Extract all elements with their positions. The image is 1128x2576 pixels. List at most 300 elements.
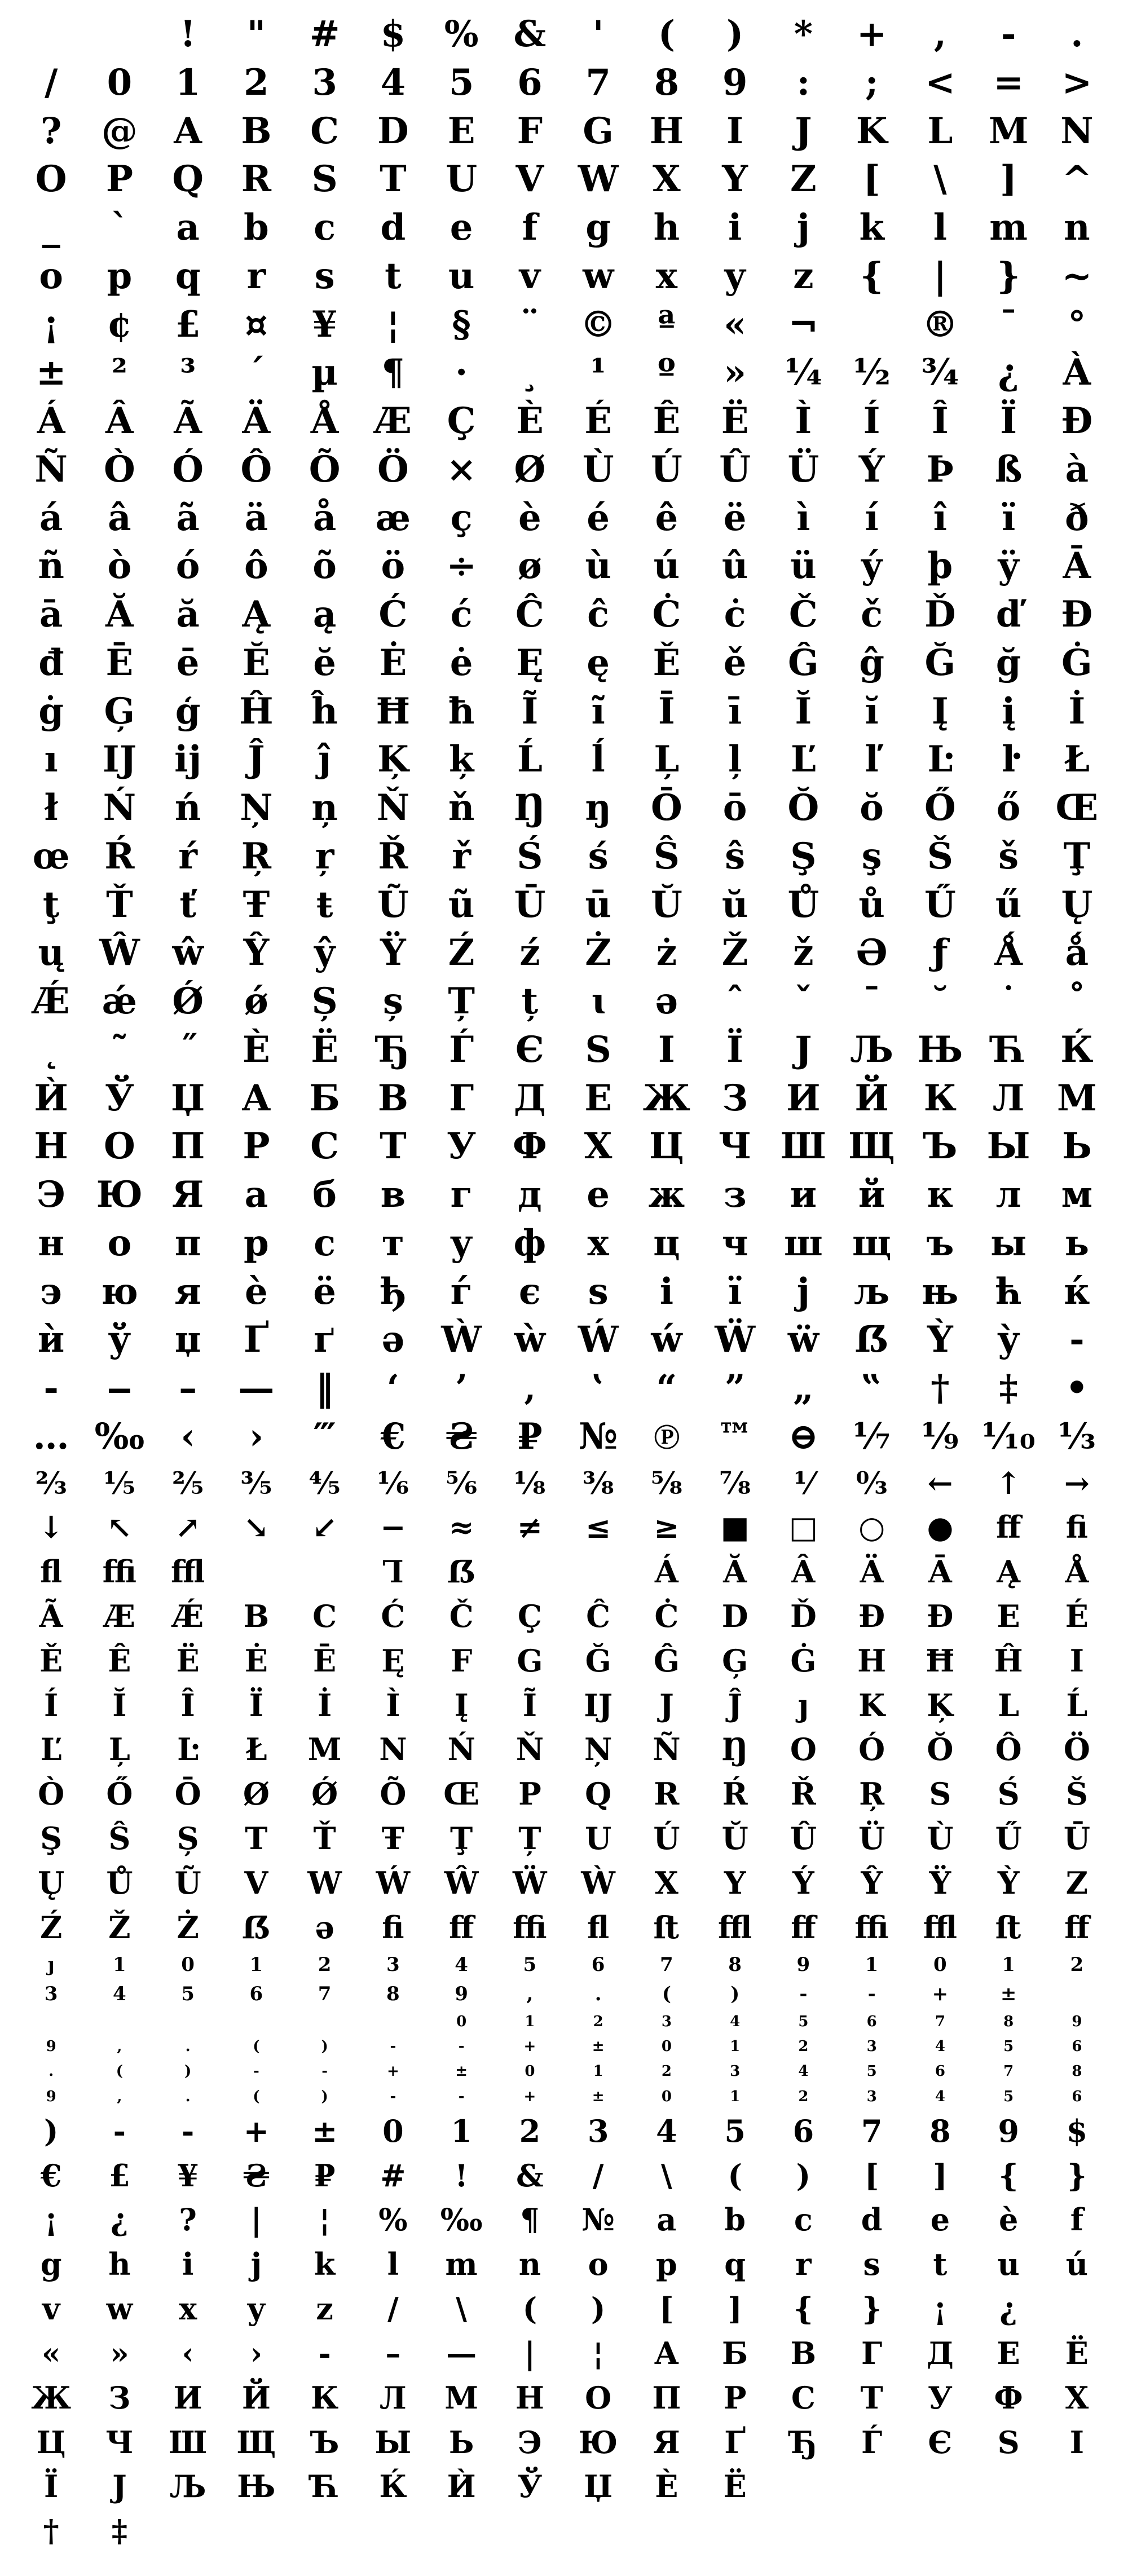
glyph-cell: 8: [728, 1953, 742, 1976]
glyph-cell: [: [864, 2157, 879, 2194]
glyph-cell: ь: [1064, 1221, 1090, 1264]
glyph-cell: Ó: [858, 1731, 885, 1768]
glyph-cell: ò: [107, 545, 132, 588]
glyph-row: [17, 1364, 1111, 1413]
glyph-cell: á: [39, 496, 63, 539]
glyph-cell: K: [858, 1687, 885, 1723]
glyph-cell: 5: [523, 1953, 537, 1976]
glyph-cell: i: [728, 206, 742, 249]
glyph-cell: Y: [724, 1864, 746, 1901]
glyph-cell: Ī: [658, 690, 675, 733]
glyph-row: [17, 1171, 1111, 1219]
glyph-cell: І: [658, 1028, 675, 1071]
glyph-cell: Q: [585, 1776, 612, 1812]
glyph-cell: C: [312, 1598, 337, 1634]
glyph-cell: 5: [866, 2063, 877, 2080]
glyph-cell: ): [321, 2038, 328, 2055]
glyph-cell: −: [380, 1509, 406, 1546]
glyph-row: [17, 1816, 1111, 1861]
glyph-cell: ﬁ: [1065, 1509, 1088, 1546]
glyph-cell: Č: [449, 1598, 474, 1634]
glyph-cell: ¦: [319, 2202, 331, 2238]
glyph-cell: Đ: [1061, 593, 1093, 636]
glyph-cell: .: [49, 2063, 54, 2080]
glyph-cell: n: [1064, 206, 1090, 249]
glyph-cell: â: [108, 496, 131, 539]
glyph-cell: С: [310, 1125, 340, 1168]
glyph-cell: V: [244, 1864, 268, 1901]
glyph-cell: Ѓ: [449, 1028, 474, 1071]
glyph-cell: 5: [1003, 2038, 1014, 2055]
glyph-cell: Ċ: [654, 1598, 679, 1634]
glyph-cell: ľ: [865, 738, 879, 781]
glyph-cell: ª: [658, 303, 676, 346]
glyph-cell: <: [925, 61, 955, 104]
glyph-cell: ¿: [998, 351, 1019, 394]
glyph-cell: 9: [1072, 2013, 1082, 2030]
glyph-cell: є: [518, 1270, 541, 1313]
glyph-cell: Џ: [584, 2468, 613, 2505]
glyph-cell: Ń: [103, 787, 136, 829]
glyph-cell: ċ: [724, 593, 746, 636]
glyph-cell: ñ: [38, 545, 64, 588]
glyph-cell: ę: [587, 641, 610, 684]
glyph-cell: 0: [456, 2013, 467, 2030]
glyph-cell: %: [378, 2202, 408, 2238]
glyph-cell: É: [584, 400, 613, 442]
glyph-cell: Ŗ: [241, 835, 271, 877]
glyph-cell: Њ: [917, 1028, 963, 1071]
glyph-cell: E: [997, 1598, 1020, 1634]
glyph-cell: Ş: [790, 835, 817, 877]
glyph-cell: ¦: [386, 303, 400, 346]
glyph-cell: ↖: [107, 1509, 133, 1546]
glyph-cell: 6: [249, 1983, 263, 2006]
glyph-cell: ,: [933, 13, 947, 55]
glyph-cell: ħ: [448, 690, 475, 733]
glyph-cell: ˚: [1068, 980, 1086, 1022]
glyph-cell: a: [656, 2202, 677, 2238]
glyph-cell: I: [726, 109, 744, 152]
glyph-cell: Ѐ: [655, 2468, 678, 2505]
glyph-cell: Ĥ: [994, 1642, 1023, 1679]
glyph-cell: ‐: [181, 2112, 195, 2149]
glyph-cell: f: [1070, 2202, 1083, 2238]
glyph-cell: ⅑: [921, 1415, 959, 1458]
glyph-cell: “: [656, 1367, 677, 1409]
glyph-cell: @: [101, 109, 138, 152]
glyph-cell: 9: [722, 61, 748, 104]
glyph-cell: n: [518, 2246, 541, 2283]
glyph-cell: W: [307, 1864, 342, 1901]
glyph-cell: 9: [455, 1983, 468, 2006]
glyph-row: [17, 2154, 1111, 2198]
glyph-cell: 2: [798, 2088, 809, 2105]
glyph-cell: 5: [724, 2112, 746, 2149]
glyph-cell: u: [997, 2246, 1020, 2283]
glyph-cell: э: [40, 1270, 63, 1313]
glyph-cell: †: [43, 2513, 59, 2549]
glyph-cell: j: [796, 206, 810, 249]
glyph-cell: Ë: [176, 1642, 200, 1679]
glyph-cell: ○: [858, 1509, 885, 1546]
glyph-cell: 0: [661, 2088, 672, 2105]
glyph-cell: Д: [926, 2335, 954, 2371]
glyph-cell: Ħ: [376, 690, 411, 733]
glyph-cell: џ: [174, 1318, 201, 1361]
glyph-cell: Ã: [174, 400, 202, 442]
glyph-cell: r: [246, 254, 266, 297]
glyph-cell: &: [515, 2157, 544, 2194]
glyph-cell: ķ: [448, 738, 474, 781]
glyph-cell: ż: [656, 932, 677, 974]
glyph-cell: ~: [1061, 254, 1092, 297]
glyph-cell: 1: [113, 1953, 126, 1976]
glyph-cell: 7: [861, 2112, 883, 2149]
glyph-cell: 5: [181, 1983, 195, 2006]
glyph-cell: ť: [179, 883, 196, 926]
glyph-cell: Þ: [926, 448, 954, 491]
glyph-cell: Х: [584, 1125, 613, 1168]
glyph-cell: Ỳ: [927, 1318, 953, 1361]
glyph-cell: ю: [101, 1270, 138, 1313]
glyph-cell: 4: [656, 2112, 677, 2149]
glyph-cell: Ś: [517, 835, 543, 877]
glyph-cell: ũ: [448, 883, 475, 926]
glyph-row: [17, 349, 1111, 397]
glyph-cell: ⅟: [794, 1465, 813, 1501]
glyph-cell: Џ: [170, 1077, 205, 1119]
glyph-row: [17, 1639, 1111, 1683]
glyph-cell: ‡: [999, 1367, 1018, 1409]
glyph-cell: Ľ: [790, 738, 816, 781]
glyph-cell: Į: [931, 690, 949, 733]
glyph-cell: Û: [719, 448, 751, 491]
glyph-cell: ]: [933, 2157, 948, 2194]
glyph-cell: {: [998, 2157, 1019, 2194]
glyph-cell: Ú: [653, 1820, 680, 1857]
glyph-cell: F: [517, 109, 543, 152]
glyph-row: [17, 2084, 1111, 2109]
glyph-cell: ó: [175, 545, 200, 588]
glyph-cell: è: [998, 2202, 1019, 2238]
glyph-cell: ﬀ: [1064, 1909, 1090, 1946]
glyph-cell: Ö: [1063, 1731, 1090, 1768]
glyph-cell: 8: [1003, 2013, 1014, 2030]
glyph-cell: 9: [46, 2088, 56, 2105]
glyph-cell: Ś: [997, 1776, 1020, 1812]
glyph-row: [17, 1316, 1111, 1364]
glyph-row: [17, 2034, 1111, 2059]
glyph-row: [17, 2509, 1111, 2553]
glyph-cell: ⅐: [853, 1415, 891, 1458]
glyph-cell: 3: [866, 2088, 877, 2105]
glyph-row: [17, 929, 1111, 977]
glyph-cell: Ẃ: [376, 1864, 411, 1901]
glyph-cell: ļ: [728, 738, 742, 781]
glyph-row: [17, 832, 1111, 881]
glyph-cell: Б: [722, 2335, 748, 2371]
glyph-cell: ↘: [243, 1509, 269, 1546]
glyph-cell: ↑: [995, 1465, 1021, 1501]
glyph-row: [17, 2420, 1111, 2465]
glyph-cell: Ș: [311, 980, 338, 1022]
glyph-cell: –: [385, 2335, 401, 2371]
glyph-row: [17, 2059, 1111, 2084]
glyph-cell: Ŕ: [722, 1776, 748, 1812]
glyph-cell: 5: [448, 61, 474, 104]
glyph-cell: ŝ: [725, 835, 746, 877]
glyph-cell: Д: [513, 1077, 546, 1119]
glyph-cell: %: [444, 13, 479, 55]
glyph-cell: t: [385, 254, 402, 297]
glyph-cell: ¢: [107, 303, 133, 346]
glyph-cell: е: [587, 1174, 610, 1216]
glyph-cell: Ŗ: [859, 1776, 885, 1812]
glyph-cell: .: [1070, 13, 1083, 55]
glyph-cell: Ъ: [310, 2424, 340, 2460]
glyph-cell: 3: [386, 1953, 400, 1976]
glyph-cell: Æ: [103, 1598, 135, 1634]
glyph-cell: Љ: [850, 1028, 894, 1071]
glyph-cell: 8: [386, 1983, 400, 2006]
glyph-cell: Ѓ: [861, 2424, 883, 2460]
glyph-cell: ѐ: [245, 1270, 268, 1313]
glyph-cell: ‛: [592, 1367, 605, 1409]
glyph-cell: O: [790, 1731, 817, 1768]
glyph-cell: Ř: [790, 1776, 816, 1812]
glyph-cell: ћ: [995, 1270, 1022, 1313]
glyph-cell: ž: [793, 932, 814, 974]
glyph-cell: Ђ: [790, 2424, 817, 2460]
glyph-cell: ¤: [245, 303, 268, 346]
glyph-cell: Q: [172, 158, 204, 201]
glyph-row: [17, 1950, 1111, 1980]
glyph-cell: *: [794, 13, 813, 55]
glyph-cell: H: [857, 1642, 887, 1679]
glyph-cell: —: [446, 2335, 477, 2371]
glyph-cell: ǽ: [102, 980, 138, 1022]
glyph-cell: Ñ: [653, 1731, 681, 1768]
glyph-cell: (: [522, 2291, 537, 2327]
glyph-cell: Ğ: [585, 1642, 611, 1679]
glyph-cell: в: [380, 1174, 406, 1216]
glyph-cell: 8: [1072, 2063, 1082, 2080]
glyph-cell: Ū: [1063, 1820, 1090, 1857]
glyph-cell: Î: [931, 400, 949, 442]
glyph-cell: Å: [310, 400, 339, 442]
glyph-cell: ™: [717, 1415, 754, 1458]
glyph-cell: Í: [43, 1687, 59, 1723]
glyph-cell: =: [993, 61, 1024, 104]
glyph-cell: ⅜: [582, 1465, 614, 1501]
glyph-cell: »: [724, 351, 747, 394]
glyph-cell: Ż: [177, 1909, 199, 1946]
glyph-cell: 9: [796, 1953, 810, 1976]
glyph-cell: ū: [585, 883, 611, 926]
glyph-cell: Ǿ: [311, 1776, 338, 1812]
glyph-cell: П: [170, 1125, 205, 1168]
glyph-cell: đ: [38, 641, 64, 684]
glyph-cell: Ў: [517, 2468, 543, 2505]
glyph-cell: Ű: [924, 883, 956, 926]
glyph-cell: Ű: [995, 1820, 1022, 1857]
glyph-cell: х: [587, 1221, 609, 1264]
glyph-cell: Ѐ: [242, 1028, 270, 1071]
glyph-cell: ‹: [182, 2335, 194, 2371]
glyph-cell: Ģ: [104, 690, 135, 733]
glyph-cell: č: [861, 593, 883, 636]
glyph-cell: t: [933, 2246, 948, 2283]
glyph-cell: ъ: [926, 1221, 954, 1264]
glyph-cell: À: [1063, 351, 1091, 394]
glyph-cell: Ó: [172, 448, 204, 491]
glyph-cell: #: [309, 13, 340, 55]
glyph-cell: Ĝ: [788, 641, 819, 684]
glyph-cell: ґ: [313, 1318, 336, 1361]
glyph-cell: È: [515, 400, 544, 442]
glyph-cell: ¹: [590, 351, 606, 394]
glyph-cell: ˇ: [794, 980, 813, 1022]
glyph-cell: ⅒: [981, 1415, 1036, 1458]
glyph-cell: P: [518, 1776, 541, 1812]
glyph-cell: b: [724, 2202, 746, 2238]
glyph-cell: Ŧ: [381, 1820, 404, 1857]
glyph-cell: Ì: [386, 1687, 400, 1723]
glyph-cell: ə: [655, 980, 678, 1022]
glyph-cell: ć: [450, 593, 473, 636]
glyph-cell: Œ: [1055, 787, 1099, 829]
glyph-cell: a: [176, 206, 200, 249]
glyph-cell: İ: [317, 1687, 332, 1723]
glyph-cell: Ę: [515, 641, 544, 684]
glyph-cell: k: [859, 206, 884, 249]
glyph-cell: ﬃ: [854, 1909, 889, 1946]
glyph-cell: h: [653, 206, 680, 249]
glyph-cell: ): [726, 13, 744, 55]
glyph-cell: Ľ: [40, 1731, 62, 1768]
glyph-cell: +: [386, 2063, 399, 2080]
glyph-cell: µ: [311, 351, 338, 394]
glyph-cell: ): [321, 2088, 328, 2105]
glyph-cell: ĭ: [865, 690, 879, 733]
glyph-cell: Ė: [244, 1642, 268, 1679]
glyph-cell: Ř: [378, 835, 408, 877]
glyph-cell: Ў: [104, 1077, 134, 1119]
glyph-cell: T: [245, 1820, 268, 1857]
glyph-cell: Â: [791, 1554, 816, 1590]
glyph-cell: Ŭ: [721, 1820, 748, 1857]
glyph-cell: V: [515, 158, 544, 201]
glyph-cell: ¿: [111, 2202, 129, 2238]
glyph-cell: Ĳ: [102, 738, 137, 781]
glyph-cell: Ē: [313, 1642, 337, 1679]
glyph-cell: E: [447, 109, 475, 152]
glyph-cell: ф: [513, 1221, 547, 1264]
glyph-cell: ¨: [521, 303, 539, 346]
glyph-cell: G: [583, 109, 614, 152]
glyph-cell: 6: [1072, 2038, 1082, 2055]
glyph-cell: Ћ: [310, 2468, 340, 2505]
glyph-row: [17, 155, 1111, 204]
glyph-cell: Õ: [380, 1776, 407, 1812]
glyph-cell: |: [933, 254, 947, 297]
glyph-cell: й: [858, 1174, 885, 1216]
glyph-cell: ‚: [523, 1367, 536, 1409]
glyph-cell: Ġ: [790, 1642, 817, 1679]
glyph-cell: Ũ: [377, 883, 409, 926]
glyph-row: [17, 10, 1111, 59]
glyph-cell: S: [311, 158, 338, 201]
glyph-cell: ⅚: [446, 1465, 478, 1501]
glyph-cell: ﬁ: [382, 1909, 404, 1946]
glyph-cell: /: [44, 61, 58, 104]
glyph-cell: ї: [728, 1270, 742, 1313]
glyph-cell: њ: [922, 1270, 959, 1313]
glyph-cell: Č: [788, 593, 818, 636]
glyph-cell: N: [1060, 109, 1094, 152]
glyph-cell: Г: [861, 2335, 883, 2371]
glyph-cell: Ă: [105, 593, 134, 636]
glyph-cell: O: [35, 158, 67, 201]
glyph-cell: ĥ: [311, 690, 338, 733]
glyph-cell: ġ: [38, 690, 64, 733]
glyph-cell: ¶: [381, 351, 405, 394]
glyph-cell: U: [446, 158, 478, 201]
glyph-row: [17, 1026, 1111, 1074]
glyph-row: [17, 639, 1111, 687]
glyph-cell: ´: [247, 351, 266, 394]
glyph-cell: 7: [585, 61, 611, 104]
glyph-cell: Ü: [858, 1820, 885, 1857]
glyph-cell: Ċ: [652, 593, 681, 636]
glyph-cell: Ș: [177, 1820, 199, 1857]
glyph-cell: ẁ: [514, 1318, 545, 1361]
glyph-cell: ə: [381, 1318, 405, 1361]
glyph-cell: і: [659, 1270, 674, 1313]
glyph-cell: ш: [783, 1221, 823, 1264]
glyph-cell: #: [380, 2157, 406, 2194]
glyph-cell: ¼: [785, 351, 822, 394]
glyph-row: [17, 784, 1111, 832]
glyph-cell: Ќ: [379, 2468, 407, 2505]
glyph-cell: 2: [244, 61, 269, 104]
glyph-cell: D: [721, 1598, 748, 1634]
glyph-row: [17, 301, 1111, 349]
glyph-cell: ●: [927, 1509, 954, 1546]
glyph-cell: s: [863, 2246, 880, 2283]
glyph-cell: Ї: [43, 2468, 59, 2505]
glyph-cell: ŏ: [860, 787, 884, 829]
glyph-cell: Ǿ: [172, 980, 204, 1022]
glyph-cell: 6: [1072, 2088, 1082, 2105]
glyph-cell: ‖: [315, 1367, 334, 1409]
glyph-row: [17, 1772, 1111, 1816]
glyph-cell: [: [659, 2291, 674, 2327]
glyph-cell: e: [450, 206, 473, 249]
glyph-cell: Ê: [653, 400, 681, 442]
glyph-cell: н: [38, 1221, 65, 1264]
glyph-cell: į: [1001, 690, 1016, 733]
glyph-cell: Ь: [1061, 1125, 1092, 1168]
glyph-cell: .: [185, 2088, 191, 2105]
glyph-cell: z: [793, 254, 814, 297]
glyph-cell: ţ: [42, 883, 60, 926]
glyph-cell: ;: [865, 61, 879, 104]
glyph-cell: Ō: [651, 787, 682, 829]
glyph-cell: Š: [927, 835, 953, 877]
glyph-cell: Ħ: [926, 1642, 955, 1679]
